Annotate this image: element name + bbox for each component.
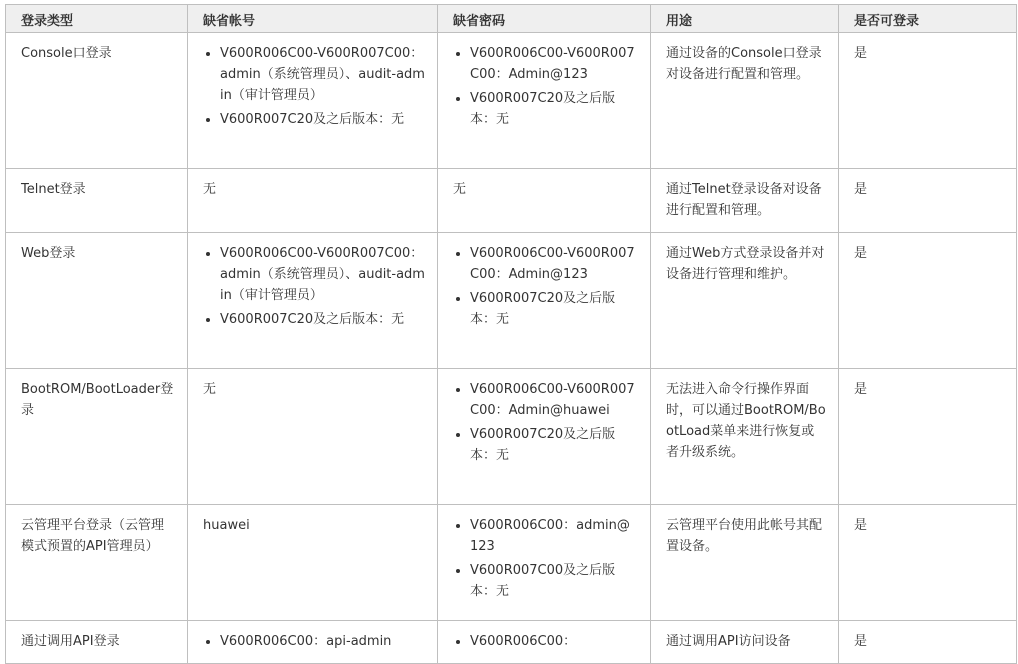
cell-purpose: 无法进入命令行操作界面时，可以通过BootROM/BootLoad菜单来进行恢复或者升级系统。 <box>651 369 839 505</box>
cell-can-login: 是 <box>839 33 1017 169</box>
cell-purpose: 通过调用API访问设备 <box>651 621 839 664</box>
cell-default-account <box>188 33 438 169</box>
list-item: • V600R006C00-V600R007C00：Admin@123 <box>470 243 638 285</box>
cell-default-account <box>188 621 438 664</box>
list-item: • V600R007C20及之后版本：无 <box>470 88 638 130</box>
list-item: • V600R007C20及之后版本：无 <box>470 424 638 466</box>
cell-purpose: 通过设备的Console口登录对设备进行配置和管理。 <box>651 33 839 169</box>
table-row <box>6 369 1017 505</box>
cell-default-password: 无 <box>438 169 651 233</box>
header-default-password: 缺省密码 <box>438 5 651 33</box>
cell-default-account: huawei <box>188 505 438 621</box>
cell-default-account: 无 <box>188 369 438 505</box>
list-item: • V600R007C20及之后版本：无 <box>220 109 425 130</box>
list-item: • V600R007C00及之后版本：无 <box>470 560 638 602</box>
cell-login-type: Console口登录 <box>6 33 188 169</box>
header-default-account: 缺省帐号 <box>188 5 438 33</box>
cell-login-type: 云管理平台登录（云管理模式预置的API管理员） <box>6 505 188 621</box>
list-item: • V600R006C00：admin@123 <box>470 515 638 557</box>
table-row <box>6 233 1017 369</box>
cell-default-password <box>438 505 651 621</box>
cell-login-type: BootROM/BootLoader登录 <box>6 369 188 505</box>
cell-default-password <box>438 33 651 169</box>
cell-login-type: Telnet登录 <box>6 169 188 233</box>
list-item: • V600R006C00-V600R007C00：admin（系统管理员）、audit-admin（审计管理员） <box>220 43 425 106</box>
table-row <box>6 169 1017 233</box>
table-header-row <box>6 5 1017 33</box>
list-item: • V600R006C00： <box>470 631 638 652</box>
list-item: • V600R007C20及之后版本：无 <box>220 309 425 330</box>
cell-purpose: 通过Web方式登录设备并对设备进行管理和维护。 <box>651 233 839 369</box>
cell-can-login: 是 <box>839 505 1017 621</box>
cell-purpose: 云管理平台使用此帐号其配置设备。 <box>651 505 839 621</box>
list-item: • V600R006C00-V600R007C00：Admin@huawei <box>470 379 638 421</box>
cell-default-account: 无 <box>188 169 438 233</box>
table-row <box>6 621 1017 664</box>
header-can-login: 是否可登录 <box>839 5 1017 33</box>
table-row <box>6 505 1017 621</box>
cell-can-login: 是 <box>839 233 1017 369</box>
cell-login-type: Web登录 <box>6 233 188 369</box>
list-item: • V600R007C20及之后版本：无 <box>470 288 638 330</box>
cell-default-password <box>438 369 651 505</box>
cell-can-login: 是 <box>839 621 1017 664</box>
list-item: • V600R006C00：api-admin <box>220 631 425 652</box>
cell-login-type: 通过调用API登录 <box>6 621 188 664</box>
table-row <box>6 33 1017 169</box>
list-item: • V600R006C00-V600R007C00：Admin@123 <box>470 43 638 85</box>
cell-can-login: 是 <box>839 169 1017 233</box>
cell-default-password <box>438 233 651 369</box>
cell-can-login: 是 <box>839 369 1017 505</box>
cell-default-account <box>188 233 438 369</box>
header-login-type: 登录类型 <box>6 5 188 33</box>
list-item: • V600R006C00-V600R007C00：admin（系统管理员）、audit-admin（审计管理员） <box>220 243 425 306</box>
login-accounts-table <box>5 4 1017 664</box>
header-purpose: 用途 <box>651 5 839 33</box>
cell-purpose: 通过Telnet登录设备对设备进行配置和管理。 <box>651 169 839 233</box>
cell-default-password <box>438 621 651 664</box>
